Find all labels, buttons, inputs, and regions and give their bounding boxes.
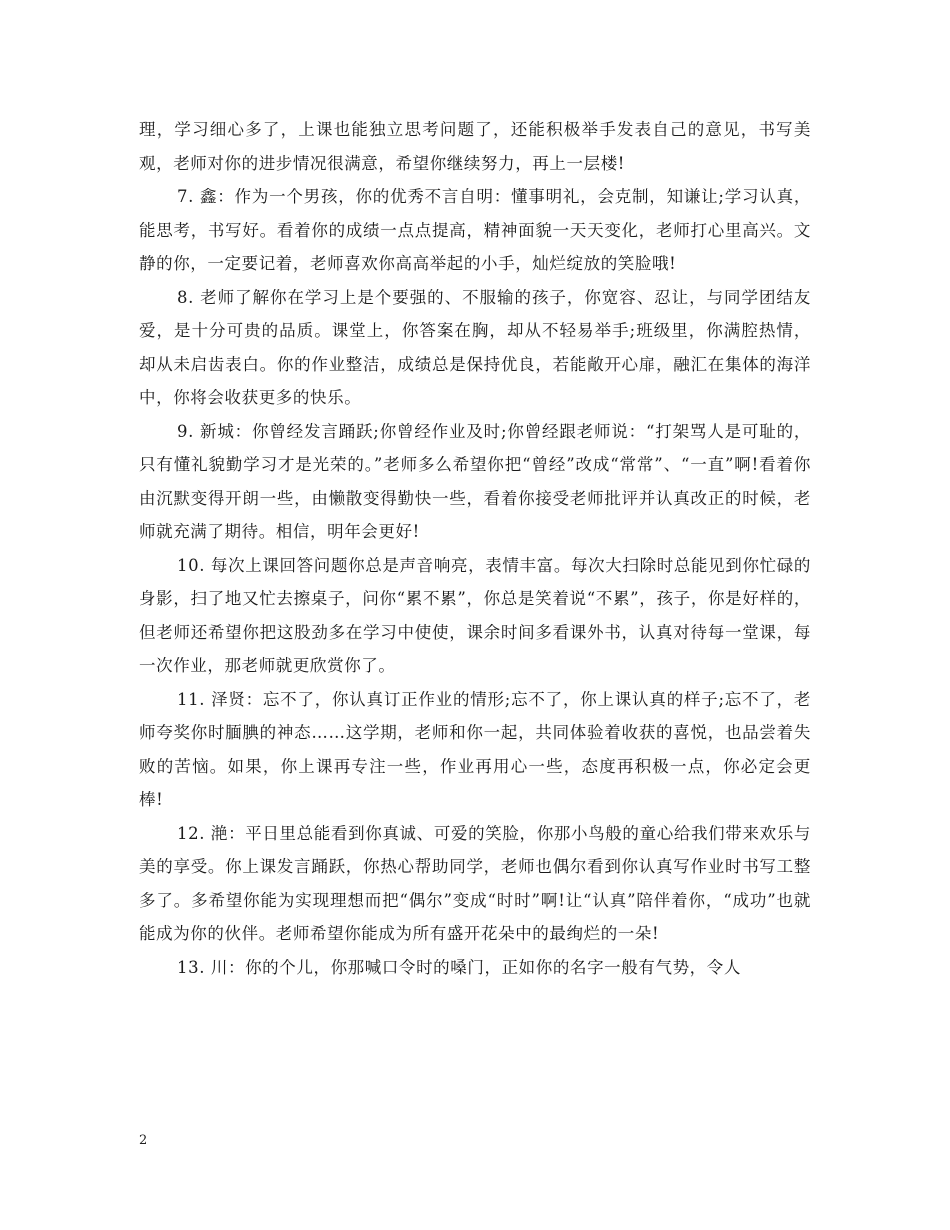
paragraph-comment-7: 7. 鑫：作为一个男孩，你的优秀不言自明：懂事明礼，会克制，知谦让;学习认真，能思考，书写好。看着你的成绩一点点提高，精神面貌一天天变化，老师打心里高兴。文静的你，一定要记着，老师喜欢你高高举起的小手，灿烂绽放的笑脸哦! [139, 187, 811, 273]
document-body [139, 113, 811, 984]
paragraph-comment-11: 11. 泽贤：忘不了，你认真订正作业的情形;忘不了，你上课认真的样子;忘不了，老师夸奖你时腼腆的神态……这学期，老师和你一起，共同体验着收获的喜悦，也品尝着失败的苦恼。如果，你上课再专注一些，作业再用心一些，态度再积极一点，你必定会更棒! [139, 689, 811, 809]
paragraph-comment-13: 13. 川：你的个儿，你那喊口令时的嗓门，正如你的名字一般有气势，令人 [177, 957, 741, 977]
page-number: 2 [139, 1133, 148, 1148]
paragraph-continuation: 理，学习细心多了，上课也能独立思考问题了，还能积极举手发表自己的意见，书写美观，老师对你的进步情况很满意，希望你继续努力，再上一层楼! [139, 120, 811, 173]
paragraph-comment-12: 12. 滟：平日里总能看到你真诚、可爱的笑脸，你那小鸟般的童心给我们带来欢乐与美的享受。你上课发言踊跃，你热心帮助同学，老师也偶尔看到你认真写作业时书写工整多了。多希望你能为实现理想而把“偶尔”变成“时时”啊!让“认真”陪伴着你，“成功”也就能成为你的伙伴。老师希望你能成为所有盛开花朵中的最绚烂的一朵! [139, 823, 811, 943]
paragraph-comment-9: 9. 新城：你曾经发言踊跃;你曾经作业及时;你曾经跟老师说：“打架骂人是可耻的，只有懂礼貌勤学习才是光荣的。”老师多么希望你把“曾经”改成“常常”、“一直”啊!看着你由沉默变得开朗一些，由懒散变得勤快一些，看着你接受老师批评并认真改正的时候，老师就充满了期待。相信，明年会更好! [139, 421, 811, 541]
paragraph-comment-8: 8. 老师了解你在学习上是个要强的、不服输的孩子，你宽容、忍让，与同学团结友爱，是十分可贵的品质。课堂上，你答案在胸，却从不轻易举手;班级里，你满腔热情，却从未启齿表白。你的作业整洁，成绩总是保持优良，若能敞开心扉，融汇在集体的海洋中，你将会收获更多的快乐。 [139, 287, 811, 407]
paragraph-comment-10: 10. 每次上课回答问题你总是声音响亮，表情丰富。每次大扫除时总能见到你忙碌的身影，扫了地又忙去擦桌子，问你“累不累”，你总是笑着说“不累”，孩子，你是好样的，但老师还希望你把这股劲多在学习中使使，课余时间多看课外书，认真对待每一堂课，每一次作业，那老师就更欣赏你了。 [139, 555, 811, 675]
